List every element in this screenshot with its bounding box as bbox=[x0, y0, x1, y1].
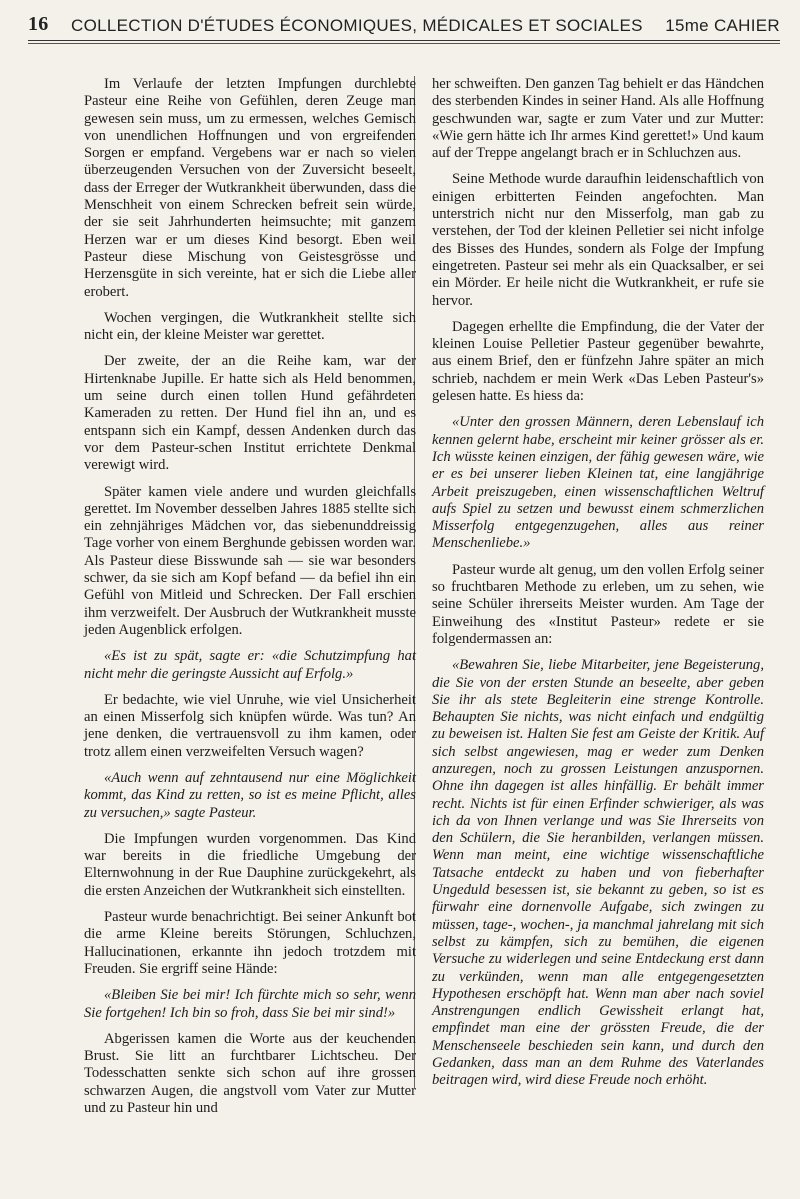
page-number: 16 bbox=[28, 13, 49, 35]
paragraph: Im Verlaufe der letzten Impfungen durchlebte Pasteur eine Reihe von Gefühlen, deren Zeuge man gewesen sein muss, um zu ermessen, welches Gemisch von unendlichen Hoffnungen und von ergreifenden Sorgen er empfand. Vergebens war er nach so vielen überzeugenden Versuchen von der Zuversicht beseelt, dass der Erreger der Wutkrankheit überwunden, dass die Menschheit von einem Schrecken befreit sein würde, der sie seit Jahrhunderten heimsuchte; mit ganzem Herzen war er um dieses Kind besorgt. Eben weil Pasteur diese Mischung von Geistesgrösse und Herzensgüte in sich vereinte, hat er sich die Liebe aller erobert. bbox=[84, 76, 416, 300]
paragraph: Seine Methode wurde daraufhin leidenschaftlich von einigen erbitterten Feinden angefochten. Man unterstrich nicht nur den Misserfolg, man gab zu verstehen, der Tod der kleinen Pelletier sei nicht infolge des Bisses des Hundes, sondern als Folge der Impfung eingetreten. Pasteur sei mehr als ein Quacksalber, er sei ein Mörder. Er heile nicht die Wutkrankheit, er rufe sie hervor. bbox=[432, 171, 764, 309]
paragraph: Wochen vergingen, die Wutkrankheit stellte sich nicht ein, der kleine Meister war gerettet. bbox=[84, 309, 416, 344]
paragraph: Die Impfungen wurden vorgenommen. Das Kind war bereits in die friedliche Umgebung der Elternwohnung in der Rue Dauphine zurückgekehrt, als die ersten Anzeichen der Wutkrankheit sich einstellten. bbox=[84, 830, 416, 899]
paragraph: Pasteur wurde alt genug, um den vollen Erfolg seiner so fruchtbaren Methode zu erleben, um zu sehen, wie seine Schüler ihrerseits Meister wurden. Am Tage der Einweihung des «Institut Pasteur» redete er sie folgendermassen an: bbox=[432, 561, 764, 647]
quote-paragraph: «Auch wenn auf zehntausend nur eine Möglichkeit kommt, das Kind zu retten, so ist es meine Pflicht, alles zu versuchen,» sagte Pasteur. bbox=[84, 769, 416, 821]
article-body bbox=[84, 76, 764, 1176]
issue-label: 15me CAHIER bbox=[665, 16, 780, 35]
quote-paragraph: «Unter den grossen Männern, deren Lebenslauf ich kennen gelernt habe, erscheint mir keiner grösser als er. Ich wüsste keinen einzigen, der fähig gewesen wäre, wie er es bei unserer lieben Kleinen tat, eine langjährige Arbeit preiszugeben, einen wissenschaftlichen Weltruf aufs Spiel zu setzen und bewusst einem schmerzlichen Misserfolg entgegenzugehen, alles aus reiner Menschenliebe.» bbox=[432, 414, 764, 552]
paragraph: Der zweite, der an die Reihe kam, war der Hirtenknabe Jupille. Er hatte sich als Held benommen, um seine durch einen tollen Hund gefährdeten Kameraden zu retten. Der Hund fiel ihn an, und es entspann sich ein Kampf, dessen Andenken durch das vor dem Pasteur-schen Institut errichtete Denkmal verewigt wird. bbox=[84, 353, 416, 474]
paragraph: Dagegen erhellte die Empfindung, die der Vater der kleinen Louise Pelletier Pasteur gegenüber bewahrte, aus einem Brief, den er fünfzehn Jahre später an mich schrieb, nachdem er mein Werk «Das Leben Pasteur's» gelesen hatte. Es hiess da: bbox=[432, 318, 764, 405]
header-rule bbox=[28, 40, 780, 44]
page-header bbox=[28, 6, 780, 36]
series-title: COLLECTION D'ÉTUDES ÉCONOMIQUES, MÉDICALES ET SOCIALES bbox=[71, 16, 643, 35]
paragraph: Abgerissen kamen die Worte aus der keuchenden Brust. Sie litt an furchtbarer Lichtscheu. Der Todesschatten senkte sich schon auf ihre grossen schwarzen Augen, die angstvoll vom Vater zur Mutter und zu Pasteur hin und bbox=[84, 1030, 416, 1117]
quote-paragraph: «Es ist zu spät, sagte er: «die Schutzimpfung hat nicht mehr die geringste Aussicht auf Erfolg.» bbox=[84, 648, 416, 682]
paragraph: Später kamen viele andere und wurden gleichfalls gerettet. Im November desselben Jahres 1885 stellte sich ein zehnjähriges Mädchen vor, das siebenunddreissig Tage vorher von einem Berghunde gebissen worden war. Als Pasteur diese Bisswunde sah — sie war besonders schwer, da sie sich am Kopf befand — da befiel ihn ein Gefühl von Mitleid und Schrecken. Der Fall erschien ihm verzweifelt. Der Ausbruch der Wutkrankheit musste jeden Augenblick erfolgen. bbox=[84, 483, 416, 638]
right-column bbox=[432, 76, 764, 1176]
quote-paragraph: «Bleiben Sie bei mir! Ich fürchte mich so sehr, wenn Sie fortgehen! Ich bin so froh, dass Sie bei mir sind!» bbox=[84, 987, 416, 1021]
left-column bbox=[84, 76, 416, 1176]
paragraph: Pasteur wurde benachrichtigt. Bei seiner Ankunft bot die arme Kleine bereits Störungen, Schluchzen, Hallucinationen, erkannte ihn jedoch trotzdem mit Freuden. Sie ergriff seine Hände: bbox=[84, 909, 416, 977]
paragraph: her schweiften. Den ganzen Tag behielt er das Händchen des sterbenden Kindes in seiner Hand. Als alle Hoffnung geschwunden war, sagte er zum Vater und zur Mutter: «Wie gern hätte ich Ihr armes Kind gerettet!» Und kaum auf der Treppe angelangt brach er in Schluchzen aus. bbox=[432, 76, 764, 162]
quote-paragraph: «Bewahren Sie, liebe Mitarbeiter, jene Begeisterung, die Sie von der ersten Stunde an beseelte, aber geben Sie ihr als stete Begleiterin eine strenge Kontrolle. Behaupten Sie nichts, was nicht einfach und endgültig zu beweisen ist. Halten Sie fest am Geiste der Kritik. Auf sich selbst angewiesen, mag er weder zum Denken anzuregen, noch zu grossen Leistungen anzuspornen. Ohne ihn dagegen ist alles hinfällig. Er behält immer recht. Nichts ist für einen Erfinder schwieriger, als was ich da von Ihnen verlange und was Sie Ihrerseits von den Schülern, die Sie heranbilden, verlangen müssen. Wenn man meint, eine wichtige wissenschaftliche Tatsache entdeckt zu haben und von fieberhafter Ungeduld besessen ist, sie bekannt zu geben, so ist es fürwahr eine dornenvolle Aufgabe, sich zwingen zu müssen, tage-, wochen-, ja manchmal jahrelang mit sich selbst zu kämpfen, sich zu bemühen, die eigenen Versuche zu widerlegen und seine Entdeckung erst dann zu verkünden, wenn man alle entgegengesetzten Hypothesen erschöpft hat. Wenn man aber nach soviel Anstrengungen endlich Gewissheit erlangt hat, empfindet man eine der grössten Freude, die der Menschenseele beschieden sein kann, und durch den Gedanken, dass man an dem Ruhme des Vaterlandes beitragen wird, wird diese Freude noch erhöht. bbox=[432, 657, 764, 1089]
paragraph: Er bedachte, wie viel Unruhe, wie viel Unsicherheit an einen Misserfolg sich knüpfen würde. Was tun? An jene denken, die vertrauensvoll zu ihm kamen, oder trotz allem einen verzweifelten Versuch wagen? bbox=[84, 691, 416, 760]
